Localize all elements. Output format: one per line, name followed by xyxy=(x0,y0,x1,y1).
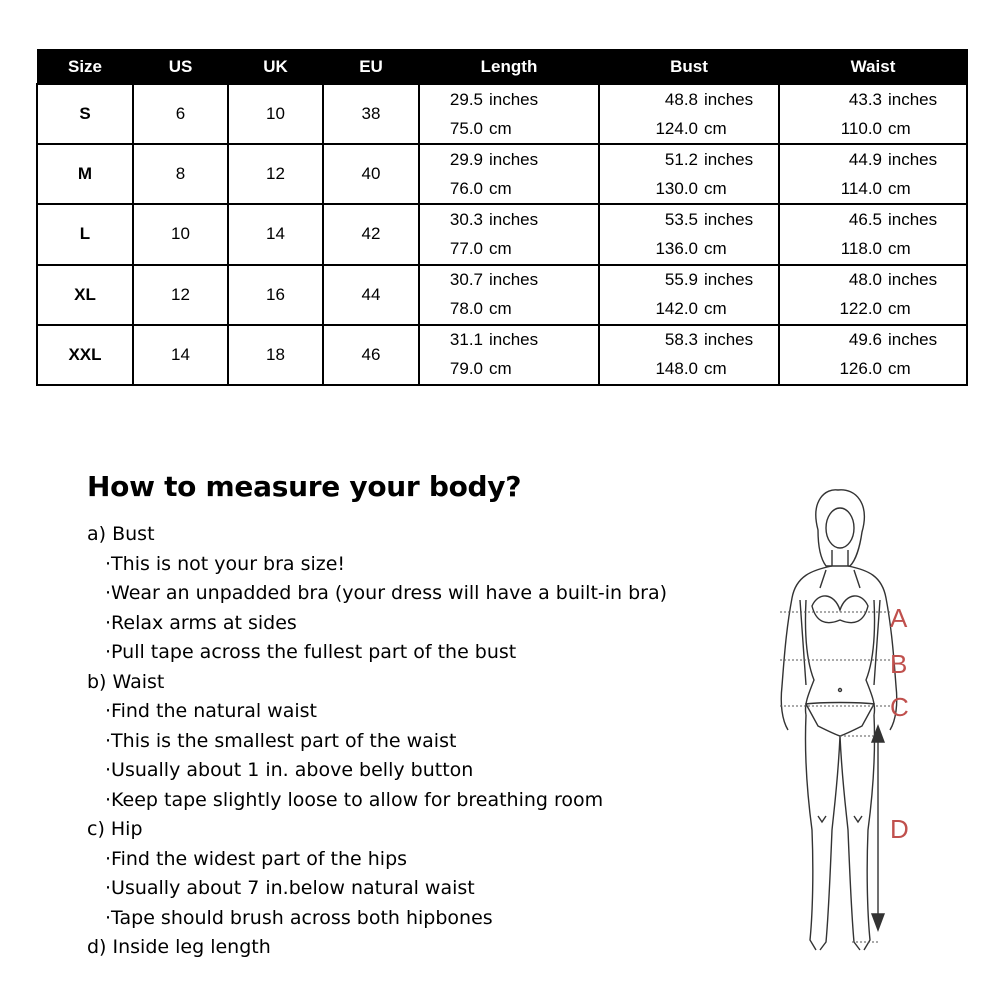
figure-briefs xyxy=(806,703,874,737)
length-cell xyxy=(419,325,599,385)
unit-label: inches xyxy=(489,149,539,169)
bust-cell xyxy=(599,265,779,325)
eu-cell: 40 xyxy=(323,144,419,204)
length-cm-value: 79.0 xyxy=(449,359,483,379)
label-c: C xyxy=(890,692,909,722)
figure-hair xyxy=(816,490,864,566)
unit-label: cm xyxy=(704,238,727,258)
length-in-value: 29.5 xyxy=(449,89,483,109)
unit-label: inches xyxy=(489,270,539,290)
unit-label: inches xyxy=(704,89,754,109)
header-length: Length xyxy=(419,50,599,85)
bust-cm-value: 136.0 xyxy=(655,238,698,258)
instruction-step: ·Find the widest part of the hips xyxy=(105,847,408,870)
unit-label: cm xyxy=(888,299,911,319)
waist-cell xyxy=(779,84,967,144)
uk-cell: 18 xyxy=(228,325,323,385)
table-row xyxy=(37,84,967,144)
unit-label: inches xyxy=(704,270,754,290)
table-body xyxy=(37,84,967,385)
figure-bra xyxy=(812,596,868,623)
bust-cell xyxy=(599,204,779,264)
unit-label: inches xyxy=(704,149,754,169)
header-size: Size xyxy=(37,50,133,85)
waist-in-value: 48.0 xyxy=(848,270,882,290)
waist-cm-value: 110.0 xyxy=(840,118,882,138)
label-a: A xyxy=(890,603,908,633)
instruction-step: ·This is not your bra size! xyxy=(105,552,346,575)
length-in-value: 30.7 xyxy=(449,270,483,290)
unit-label: inches xyxy=(888,330,938,350)
unit-label: cm xyxy=(489,118,512,138)
unit-label: inches xyxy=(489,89,539,109)
unit-label: cm xyxy=(489,178,512,198)
length-in-value: 29.9 xyxy=(449,149,483,169)
unit-label: cm xyxy=(888,238,911,258)
unit-label: inches xyxy=(489,330,539,350)
size-cell: M xyxy=(37,144,133,204)
waist-cell xyxy=(779,325,967,385)
unit-label: cm xyxy=(704,178,727,198)
unit-label: inches xyxy=(888,89,938,109)
waist-cm-value: 118.0 xyxy=(840,238,882,258)
length-cm-value: 75.0 xyxy=(449,118,483,138)
bust-cell xyxy=(599,325,779,385)
header-waist: Waist xyxy=(779,50,967,85)
eu-cell: 42 xyxy=(323,204,419,264)
size-cell: S xyxy=(37,84,133,144)
instruction-step: ·Wear an unpadded bra (your dress will have a built-in bra) xyxy=(105,582,668,604)
length-in-value: 30.3 xyxy=(449,209,483,229)
length-in-value: 31.1 xyxy=(449,330,483,350)
figure-legs xyxy=(805,715,874,950)
table-row xyxy=(37,265,967,325)
length-cm-value: 76.0 xyxy=(449,178,483,198)
waist-cell xyxy=(779,265,967,325)
length-cell xyxy=(419,84,599,144)
instruction-step: ·Usually about 7 in.below natural waist xyxy=(105,877,475,899)
uk-cell: 14 xyxy=(228,204,323,264)
instruction-step: ·This is the smallest part of the waist xyxy=(105,729,457,752)
unit-label: cm xyxy=(888,118,911,138)
measurement-instructions xyxy=(87,520,667,963)
waist-in-value: 46.5 xyxy=(848,209,882,229)
figure-torso xyxy=(805,600,874,715)
guide-title: How to measure your body? xyxy=(87,470,522,503)
bust-in-value: 53.5 xyxy=(664,209,698,229)
header-us: US xyxy=(133,50,228,85)
unit-label: cm xyxy=(704,299,727,319)
eu-cell: 46 xyxy=(323,325,419,385)
size-cell: L xyxy=(37,204,133,264)
unit-label: cm xyxy=(888,178,911,198)
waist-cm-value: 122.0 xyxy=(839,299,882,319)
waist-cell xyxy=(779,144,967,204)
bust-cm-value: 142.0 xyxy=(655,299,698,319)
instruction-step: ·Usually about 1 in. above belly button xyxy=(105,759,474,781)
unit-label: cm xyxy=(489,238,512,258)
section-heading: a) Bust xyxy=(87,523,155,545)
unit-label: inches xyxy=(489,209,539,229)
unit-label: inches xyxy=(704,330,754,350)
bust-in-value: 58.3 xyxy=(664,330,698,350)
us-cell: 6 xyxy=(133,84,228,144)
header-eu: EU xyxy=(323,50,419,85)
length-cell xyxy=(419,265,599,325)
unit-label: inches xyxy=(888,209,938,229)
us-cell: 12 xyxy=(133,265,228,325)
uk-cell: 10 xyxy=(228,84,323,144)
table-header-row xyxy=(37,50,967,85)
unit-label: cm xyxy=(489,359,512,379)
instruction-step: ·Tape should brush across both hipbones xyxy=(105,906,493,929)
size-cell: XL xyxy=(37,265,133,325)
table-row xyxy=(37,204,967,264)
section-heading: d) Inside leg length xyxy=(87,936,271,958)
waist-in-value: 43.3 xyxy=(848,89,882,109)
label-b: B xyxy=(890,649,908,679)
length-cell xyxy=(419,204,599,264)
eu-cell: 44 xyxy=(323,265,419,325)
bust-cell xyxy=(599,84,779,144)
waist-in-value: 44.9 xyxy=(848,149,882,169)
instruction-step: ·Pull tape across the fullest part of the bust xyxy=(105,641,517,663)
unit-label: cm xyxy=(888,359,911,379)
waist-in-value: 49.6 xyxy=(848,330,882,350)
bust-in-value: 48.8 xyxy=(664,89,698,109)
unit-label: inches xyxy=(704,209,754,229)
figure-face xyxy=(826,508,854,548)
us-cell: 8 xyxy=(133,144,228,204)
bust-cm-value: 130.0 xyxy=(655,178,698,198)
bust-cm-value: 148.0 xyxy=(655,359,698,379)
length-cm-value: 77.0 xyxy=(449,238,483,258)
figure-neck xyxy=(832,550,848,566)
section-heading: b) Waist xyxy=(87,670,165,693)
uk-cell: 12 xyxy=(228,144,323,204)
size-chart-table xyxy=(36,49,968,386)
length-cm-value: 78.0 xyxy=(449,299,483,319)
bust-cell xyxy=(599,144,779,204)
body-measurement-figure xyxy=(760,480,940,980)
bust-cm-value: 124.0 xyxy=(655,118,698,138)
size-cell: XXL xyxy=(37,325,133,385)
eu-cell: 38 xyxy=(323,84,419,144)
length-cell xyxy=(419,144,599,204)
uk-cell: 16 xyxy=(228,265,323,325)
header-bust: Bust xyxy=(599,50,779,85)
header-uk: UK xyxy=(228,50,323,85)
us-cell: 14 xyxy=(133,325,228,385)
instruction-step: ·Keep tape slightly loose to allow for breathing room xyxy=(105,788,604,811)
section-heading: c) Hip xyxy=(87,818,143,840)
bust-in-value: 51.2 xyxy=(664,149,698,169)
us-cell: 10 xyxy=(133,204,228,264)
waist-cell xyxy=(779,204,967,264)
unit-label: cm xyxy=(704,118,727,138)
waist-cm-value: 114.0 xyxy=(840,178,882,198)
label-d: D xyxy=(890,814,909,844)
unit-label: inches xyxy=(888,270,938,290)
instruction-step: ·Find the natural waist xyxy=(105,700,317,722)
unit-label: cm xyxy=(489,299,512,319)
instruction-step: ·Relax arms at sides xyxy=(105,611,297,634)
bust-in-value: 55.9 xyxy=(664,270,698,290)
table-row xyxy=(37,325,967,385)
unit-label: cm xyxy=(704,359,727,379)
unit-label: inches xyxy=(888,149,938,169)
table-row xyxy=(37,144,967,204)
waist-cm-value: 126.0 xyxy=(839,359,882,379)
